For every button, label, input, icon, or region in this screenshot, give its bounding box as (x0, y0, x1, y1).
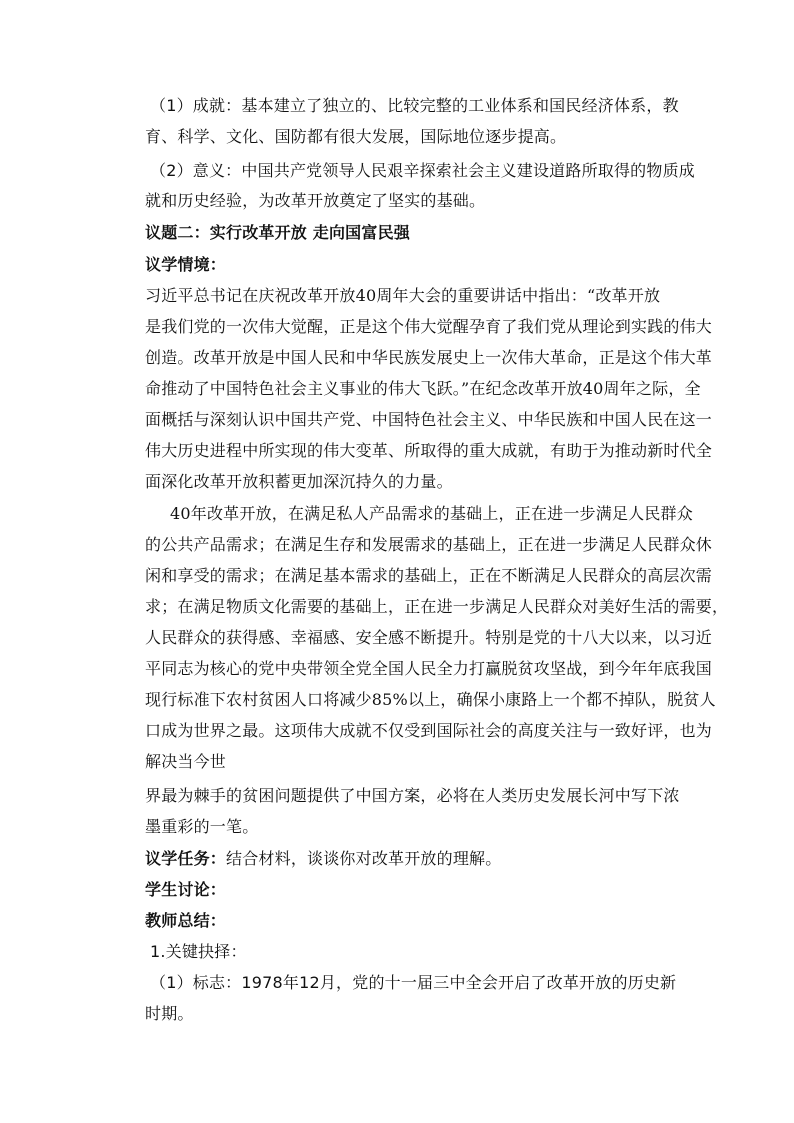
reform-paragraph-line-9: 解决当今世 (145, 752, 227, 771)
learning-task-line (145, 848, 655, 870)
learning-task-text: 结合材料，谈谈你对改革开放的理解。 (226, 849, 502, 868)
reform-paragraph-line-6: 平同志为核心的党中央带领全党全国人民全力打赢脱贫攻坚战，到今年年底我国 (145, 659, 713, 678)
key-choice-line-1: （1）标志：1978年12月，党的十一届三中全会开启了改革开放的历史新 (150, 973, 677, 992)
key-choice-heading: 1.关键抉择： (150, 942, 247, 961)
key-choice-line-2: 时期。 (145, 1004, 194, 1023)
paragraph-achievement-line-2: 育、科学、文化、国防都有很大发展，国际地位逐步提高。 (145, 127, 567, 146)
paragraph-significance-line-2: 就和历史经验，为改革开放奠定了坚实的基础。 (145, 191, 486, 210)
paragraph-significance-line-1: （2）意义：中国共产党领导人民艰辛探索社会主义建设道路所取得的物质成 (150, 161, 695, 180)
quote-paragraph-line-5: 面概括与深刻认识中国共产党、中国特色社会主义、中华民族和中国人民在这一 (145, 410, 713, 429)
label-learning-context: 议学情境： (145, 255, 227, 274)
quote-paragraph-line-1: 习近平总书记在庆祝改革开放40周年大会的重要讲话中指出：“改革开放 (145, 286, 661, 305)
reform-paragraph-line-5: 人民群众的获得感、幸福感、安全感不断提升。特别是党的十八大以来，以习近 (145, 628, 713, 647)
paragraph-achievement-line-1: （1）成就：基本建立了独立的、比较完整的工业体系和国民经济体系，教 (150, 96, 679, 115)
reform-paragraph-line-2: 的公共产品需求；在满足生存和发展需求的基础上，正在进一步满足人民群众休 (145, 535, 713, 554)
reform-paragraph-line-3: 闲和享受的需求；在满足基本需求的基础上，正在不断满足人民群众的高层次需 (145, 566, 713, 585)
label-teacher-summary: 教师总结： (145, 911, 227, 930)
reform-paragraph-line-1: 40年改革开放，在满足私人产品需求的基础上，正在进一步满足人民群众 (170, 504, 693, 523)
quote-paragraph-line-7: 面深化改革开放积蓄更加深沉持久的力量。 (145, 472, 453, 491)
quote-paragraph-line-4: 命推动了中国特色社会主义事业的伟大飞跃。”在纪念改革开放40周年之际，全 (145, 379, 701, 398)
china-solution-line-1: 界最为棘手的贫困问题提供了中国方案，必将在人类历史发展长河中写下浓 (145, 786, 680, 805)
quote-paragraph-line-2: 是我们党的一次伟大觉醒，正是这个伟大觉醒孕育了我们党从理论到实践的伟大 (145, 317, 713, 336)
quote-paragraph-line-3: 创造。改革开放是中国人民和中华民族发展史上一次伟大革命，正是这个伟大革 (145, 348, 713, 367)
reform-paragraph-line-4: 求；在满足物质文化需要的基础上，正在进一步满足人民群众对美好生活的需要， (145, 597, 729, 616)
section-heading-topic-two: 议题二：实行改革开放 走向国富民强 (145, 223, 410, 242)
reform-paragraph-line-7: 现行标准下农村贫困人口将减少85%以上，确保小康路上一个都不掉队，脱贫人 (145, 690, 716, 709)
reform-paragraph-line-8: 口成为世界之最。这项伟大成就不仅受到国际社会的高度关注与一致好评，也为 (145, 721, 713, 740)
label-learning-task: 议学任务： (145, 849, 227, 868)
china-solution-line-2: 墨重彩的一笔。 (145, 817, 259, 836)
quote-paragraph-line-6: 伟大历史进程中所实现的伟大变革、所取得的重大成就，有助于为推动新时代全 (145, 441, 713, 460)
label-student-discussion: 学生讨论： (145, 880, 227, 899)
